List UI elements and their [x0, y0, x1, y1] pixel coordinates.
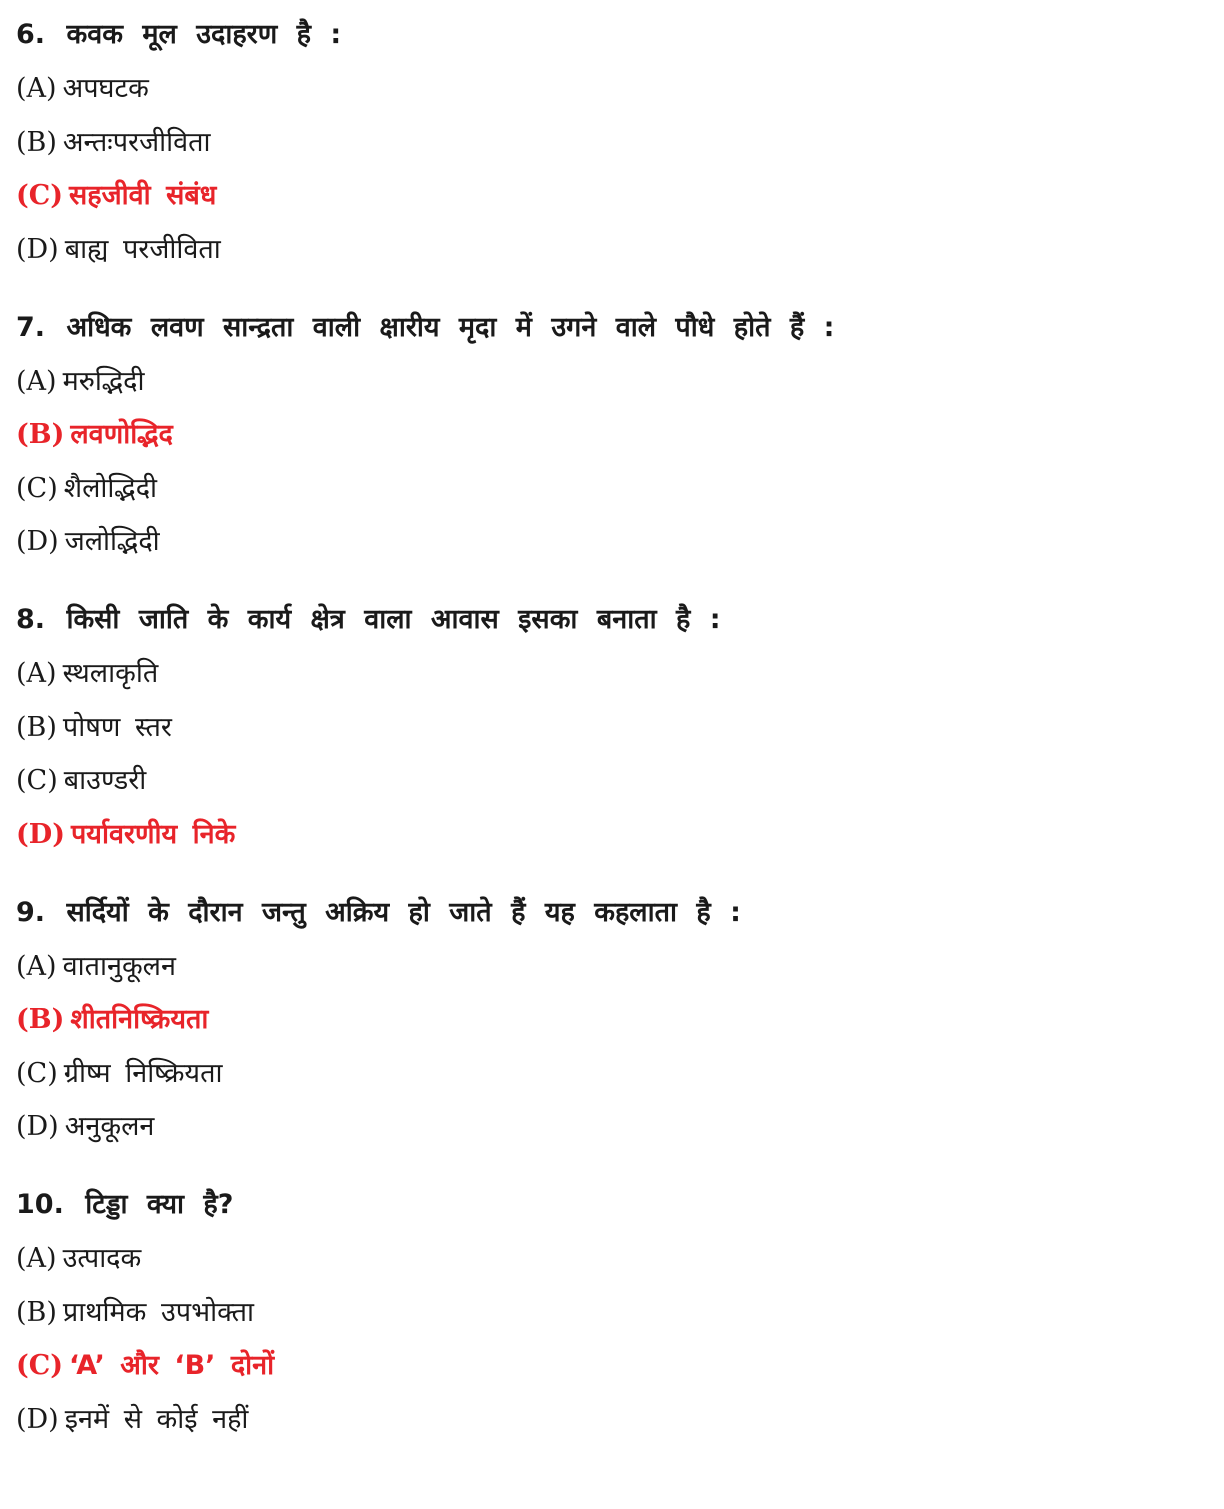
option-c [16, 468, 1224, 510]
option-a [16, 946, 1224, 988]
question-number: 7. [16, 311, 46, 343]
question-10 [16, 1184, 1224, 1226]
option-text: अपघटक [62, 73, 149, 104]
question-text: किसी जाति के कार्य क्षेत्र वाला आवास इसका बनाता है : [66, 604, 721, 635]
option-text: स्थलाकृति [62, 658, 159, 689]
option-text: उत्पादक [62, 1243, 142, 1274]
option-letter: (A) [16, 73, 57, 104]
option-text: सहजीवी संबंध [69, 180, 217, 211]
option-d-correct-answer [16, 814, 1224, 856]
option-text: बाह्य परजीविता [64, 233, 221, 265]
option-c-correct-answer [16, 1345, 1224, 1387]
option-text: अनुकूलन [64, 1111, 155, 1142]
option-c [16, 760, 1224, 802]
option-c [16, 1053, 1224, 1095]
option-b-correct-answer [16, 414, 1224, 456]
option-text: ग्रीष्म निष्क्रियता [63, 1057, 223, 1089]
option-letter: (B) [16, 711, 57, 743]
question-text: कवक मूल उदाहरण है : [66, 19, 342, 50]
question-8 [16, 599, 1224, 641]
option-letter: (D) [16, 233, 59, 265]
question-block-6 [16, 14, 1224, 271]
option-text: इनमें से कोई नहीं [64, 1403, 249, 1435]
question-7 [16, 307, 1224, 349]
option-c-correct-answer [16, 175, 1224, 217]
question-number: 9. [16, 896, 46, 928]
option-letter: (C) [16, 472, 58, 504]
question-9 [16, 892, 1224, 934]
option-letter: (B) [16, 419, 65, 450]
option-letter: (B) [16, 1296, 57, 1328]
option-d [16, 1399, 1224, 1441]
option-letter: (D) [16, 526, 59, 557]
question-block-8 [16, 599, 1224, 856]
question-number: 10. [16, 1189, 64, 1220]
option-letter: (A) [16, 365, 57, 397]
option-text: शैलोद्भिदी [63, 472, 158, 504]
question-text: टिड्डा क्या है? [85, 1189, 234, 1220]
option-text: बाउण्डरी [63, 765, 147, 796]
option-letter: (D) [16, 1111, 59, 1142]
option-letter: (A) [16, 950, 57, 982]
option-text: मरुद्भिदी [62, 365, 145, 397]
question-number: 6. [16, 19, 46, 50]
question-block-10 [16, 1184, 1224, 1441]
option-letter: (A) [16, 1243, 57, 1274]
question-block-9 [16, 892, 1224, 1149]
option-text: लवणोद्भिद [70, 419, 173, 450]
option-letter: (C) [16, 1057, 58, 1089]
option-letter: (C) [16, 765, 58, 796]
option-a [16, 653, 1224, 695]
option-letter: (C) [16, 180, 64, 211]
option-a [16, 68, 1224, 110]
option-letter: (D) [16, 1403, 59, 1435]
option-b [16, 707, 1224, 749]
option-b [16, 122, 1224, 164]
question-text: सर्दियों के दौरान जन्तु अक्रिय हो जाते हैं यह कहलाता है : [66, 896, 741, 928]
option-letter: (B) [16, 1004, 65, 1035]
option-d [16, 229, 1224, 271]
option-text: शीतनिष्क्रियता [70, 1004, 209, 1035]
option-letter: (C) [16, 1350, 64, 1381]
option-a [16, 361, 1224, 403]
option-text: अन्तःपरजीविता [62, 126, 211, 158]
option-text: पोषण स्तर [62, 711, 172, 743]
option-d [16, 1106, 1224, 1148]
option-text: पर्यावरणीय निके [70, 818, 236, 850]
option-text: जलोद्भिदी [64, 526, 160, 557]
option-text: ‘A’ और ‘B’ दोनों [69, 1350, 275, 1381]
question-6 [16, 14, 1224, 56]
question-text: अधिक लवण सान्द्रता वाली क्षारीय मृदा में उगने वाले पौधे होते हैं : [66, 311, 835, 343]
question-number: 8. [16, 604, 46, 635]
option-letter: (A) [16, 658, 57, 689]
option-text: वातानुकूलन [62, 950, 176, 982]
option-b [16, 1292, 1224, 1334]
option-letter: (D) [16, 818, 65, 850]
option-d [16, 521, 1224, 563]
option-letter: (B) [16, 126, 57, 158]
option-a [16, 1238, 1224, 1280]
option-b-correct-answer [16, 999, 1224, 1041]
option-text: प्राथमिक उपभोक्ता [62, 1296, 254, 1328]
question-block-7 [16, 307, 1224, 564]
